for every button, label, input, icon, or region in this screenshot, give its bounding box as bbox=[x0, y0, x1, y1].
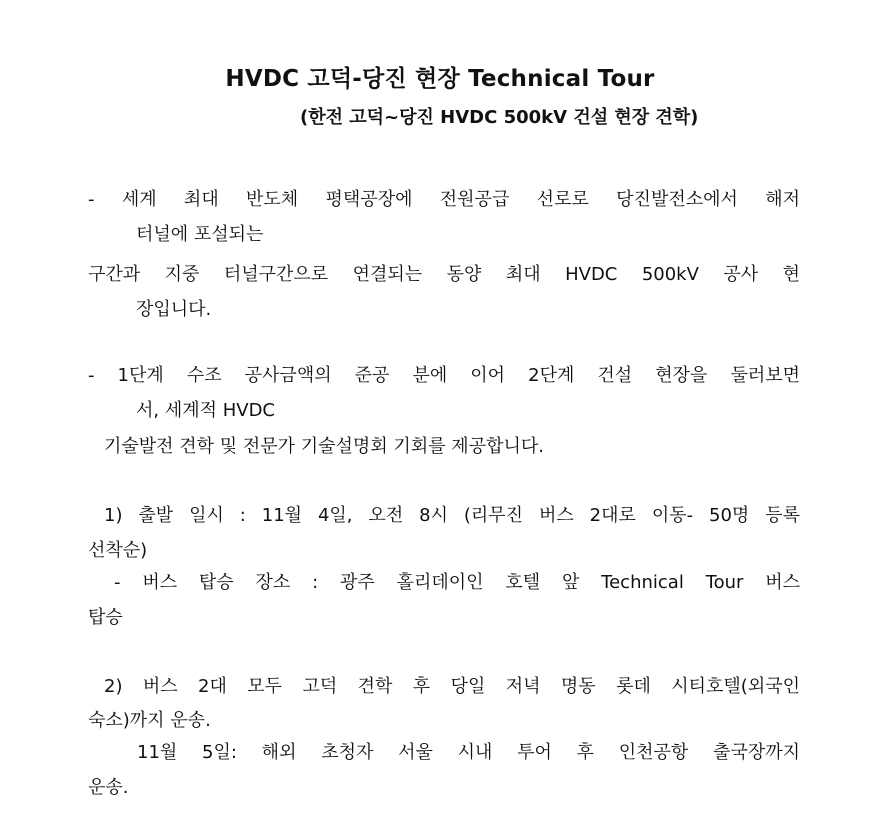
item-1-line-4: 탑승 bbox=[88, 607, 123, 628]
paragraph-1-line-1: - 세계 최대 반도체 평택공장에 전원공급 선로로 당진발전소에서 해저 bbox=[88, 189, 800, 210]
paragraph-1-line-3: 구간과 지중 터널구간으로 연결되는 동양 최대 HVDC 500kV 공사 현 bbox=[88, 264, 800, 285]
item-2-line-4: 운송. bbox=[88, 777, 129, 798]
paragraph-2-line-2: 서, 세계적 HVDC bbox=[136, 400, 275, 421]
document-subtitle: (한전 고덕~당진 HVDC 500kV 건설 현장 견학) bbox=[300, 107, 699, 128]
paragraph-2-line-3: 기술발전 견학 및 전문가 기술설명회 기회를 제공합니다. bbox=[104, 436, 544, 457]
item-2-line-1: 2) 버스 2대 모두 고덕 견학 후 당일 저녁 명동 롯데 시티호텔(외국인 bbox=[104, 676, 800, 697]
paragraph-1-line-4: 장입니다. bbox=[136, 299, 212, 320]
item-2-line-3: 11월 5일: 해외 초청자 서울 시내 투어 후 인천공항 출국장까지 bbox=[137, 742, 800, 763]
paragraph-1-line-2: 터널에 포설되는 bbox=[136, 224, 264, 245]
paragraph-2-line-1: - 1단계 수조 공사금액의 준공 분에 이어 2단계 건설 현장을 둘러보면 bbox=[88, 365, 800, 386]
item-1-line-3: - 버스 탑승 장소 : 광주 홀리데이인 호텔 앞 Technical Tour 버스 bbox=[114, 572, 800, 593]
item-1-line-2: 선착순) bbox=[88, 540, 148, 561]
document-title: HVDC 고덕-당진 현장 Technical Tour bbox=[225, 66, 655, 92]
item-1-line-1: 1) 출발 일시 : 11월 4일, 오전 8시 (리무진 버스 2대로 이동- 50명 등록 bbox=[104, 505, 800, 526]
item-2-line-2: 숙소)까지 운송. bbox=[88, 710, 211, 731]
